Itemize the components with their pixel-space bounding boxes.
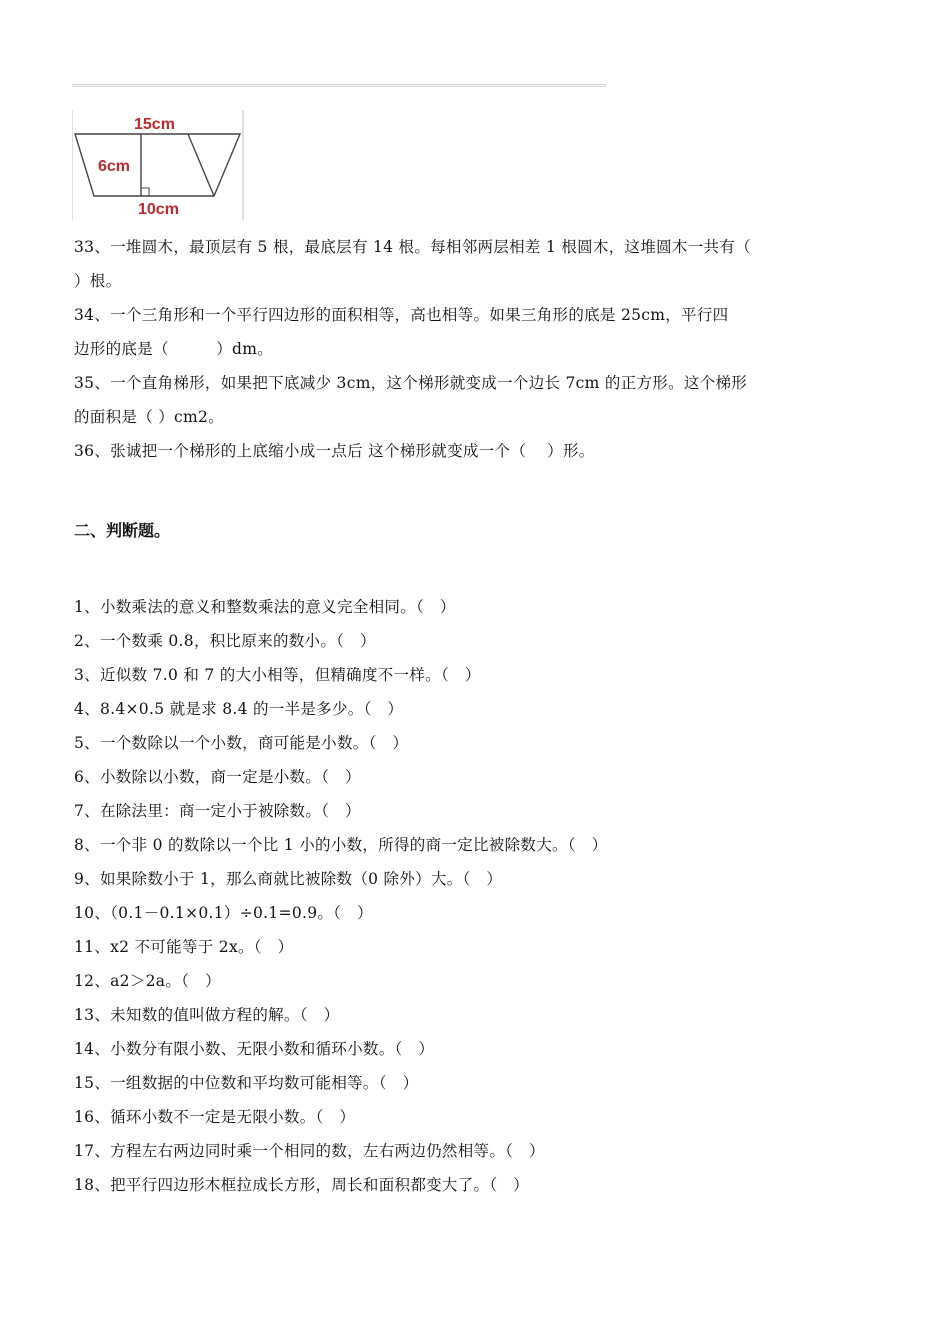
tf-item-17: 17、方程左右两边同时乘一个相同的数，左右两边仍然相等。（ ） <box>74 1142 545 1160</box>
tf-item-18: 18、把平行四边形木框拉成长方形，周长和面积都变大了。（ ） <box>74 1176 529 1194</box>
question-35-line2: 的面积是（ ）cm2。 <box>74 408 224 426</box>
header-rule <box>72 84 606 87</box>
tf-item-8: 8、一个非 0 的数除以一个比 1 小的小数，所得的商一定比被除数大。（ ） <box>74 836 608 854</box>
question-34-line2: 边形的底是（ ）dm。 <box>74 340 274 358</box>
trapezoid-diagram <box>72 110 244 220</box>
question-34-line1: 34、一个三角形和一个平行四边形的面积相等，高也相等。如果三角形的底是 25cm，平行四 <box>74 306 729 324</box>
tf-item-2: 2、一个数乘 0.8，积比原来的数小。（ ） <box>74 632 376 650</box>
fill-in-questions <box>74 230 874 468</box>
true-false-list <box>74 590 874 1202</box>
height-label: 6cm <box>98 158 131 175</box>
top-base-label: 15cm <box>134 116 175 133</box>
tf-item-14: 14、小数分有限小数、无限小数和循环小数。（ ） <box>74 1040 435 1058</box>
question-33-line2: ）根。 <box>74 272 122 290</box>
tf-item-12: 12、a2＞2a。（ ） <box>74 972 221 990</box>
tf-item-7: 7、在除法里：商一定小于被除数。（ ） <box>74 802 361 820</box>
tf-item-5: 5、一个数除以一个小数，商可能是小数。（ ） <box>74 734 409 752</box>
trapezoid-figure <box>72 110 244 220</box>
tf-item-1: 1、小数乘法的意义和整数乘法的意义完全相同。（ ） <box>74 598 456 616</box>
tf-item-6: 6、小数除以小数，商一定是小数。（ ） <box>74 768 361 786</box>
tf-item-9: 9、如果除数小于 1，那么商就比被除数（0 除外）大。（ ） <box>74 870 503 888</box>
question-33-line1: 33、一堆圆木，最顶层有 5 根，最底层有 14 根。每相邻两层相差 1 根圆木，这堆圆木一共有（ <box>74 238 751 256</box>
question-35-line1: 35、一个直角梯形，如果把下底减少 3cm，这个梯形就变成一个边长 7cm 的正方形。这个梯形 <box>74 374 748 392</box>
tf-item-4: 4、8.4×0.5 就是求 8.4 的一半是多少。（ ） <box>74 700 404 718</box>
tf-item-11: 11、x2 不可能等于 2x。（ ） <box>74 938 294 956</box>
bottom-base-label: 10cm <box>138 201 179 218</box>
tf-item-3: 3、近似数 7.0 和 7 的大小相等，但精确度不一样。（ ） <box>74 666 481 684</box>
tf-item-16: 16、循环小数不一定是无限小数。（ ） <box>74 1108 356 1126</box>
tf-item-13: 13、未知数的值叫做方程的解。（ ） <box>74 1006 340 1024</box>
tf-item-15: 15、一组数据的中位数和平均数可能相等。（ ） <box>74 1074 419 1092</box>
section-title: 二、判断题。 <box>74 521 171 540</box>
question-36-line1: 36、张诚把一个梯形的上底缩小成一点后 这个梯形就变成一个（ ）形。 <box>74 442 595 460</box>
tf-item-10: 10、（0.1－0.1×0.1）÷0.1=0.9。（ ） <box>74 904 373 922</box>
